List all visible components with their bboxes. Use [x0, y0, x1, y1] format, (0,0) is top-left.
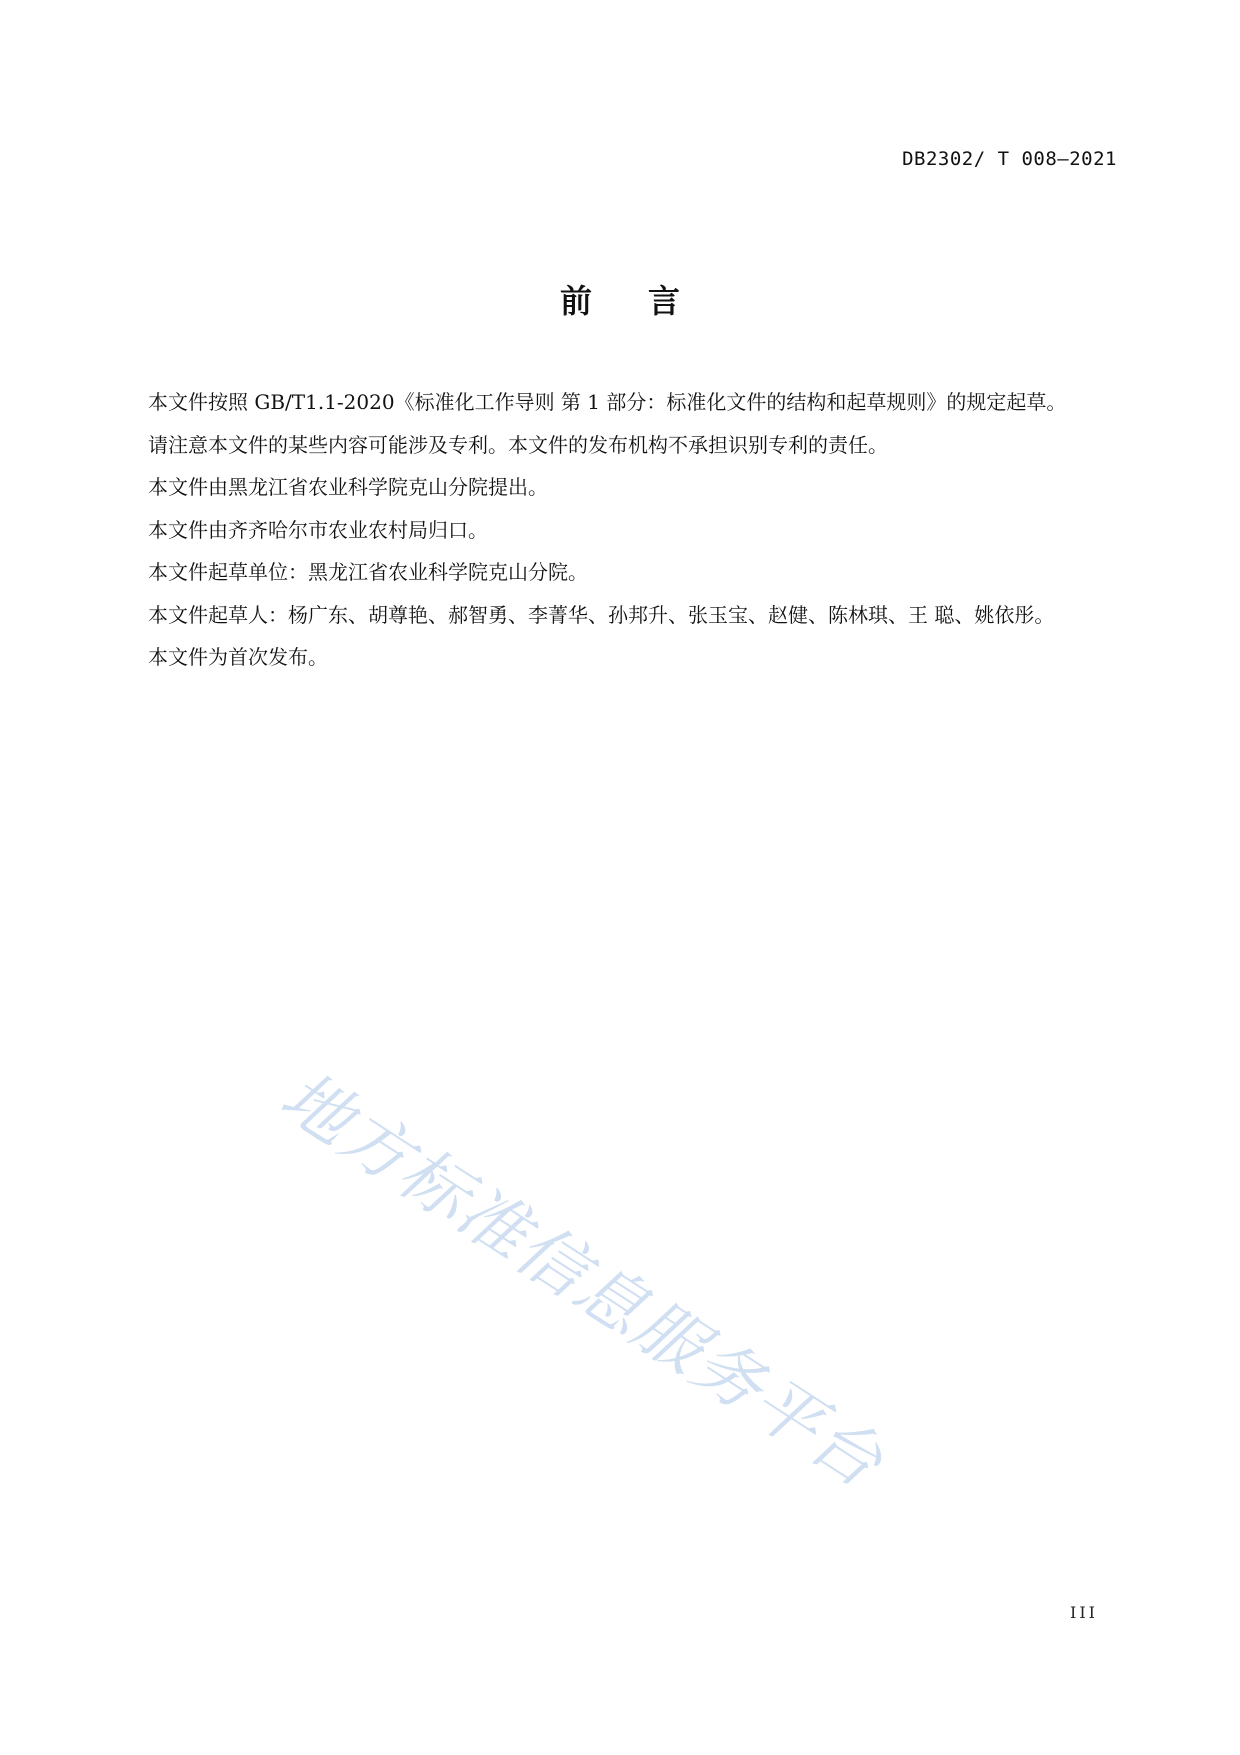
- watermark-text: 地方标准信息服务平台: [266, 1056, 897, 1505]
- paragraph-proposer: 本文件由黑龙江省农业科学院克山分院提出。: [148, 475, 548, 499]
- page-title: [0, 276, 1240, 322]
- title-char-1: 前: [559, 282, 592, 320]
- foreword-body: [148, 381, 1128, 679]
- paragraph-drafters: 本文件起草人：杨广东、胡尊艳、郝智勇、李菁华、孙邦升、张玉宝、赵健、陈林琪、王 聪、姚依彤。: [148, 602, 1055, 627]
- page-number: III: [1070, 1603, 1098, 1622]
- title-char-2: 言: [648, 282, 681, 320]
- paragraph-first-release: 本文件为首次发布。: [148, 645, 328, 669]
- paragraph-drafting-basis: 本文件按照 GB/T1.1-2020《标准化工作导则 第 1 部分：标准化文件的结构和起草规则》的规定起草。: [148, 390, 1067, 414]
- paragraph-patent-notice: 请注意本文件的某些内容可能涉及专利。本文件的发布机构不承担识别专利的责任。: [148, 432, 888, 457]
- document-code: DB2302/ T 008—2021: [902, 148, 1117, 170]
- paragraph-drafting-unit: 本文件起草单位：黑龙江省农业科学院克山分院。: [148, 560, 588, 584]
- paragraph-administrator: 本文件由齐齐哈尔市农业农村局归口。: [148, 517, 488, 542]
